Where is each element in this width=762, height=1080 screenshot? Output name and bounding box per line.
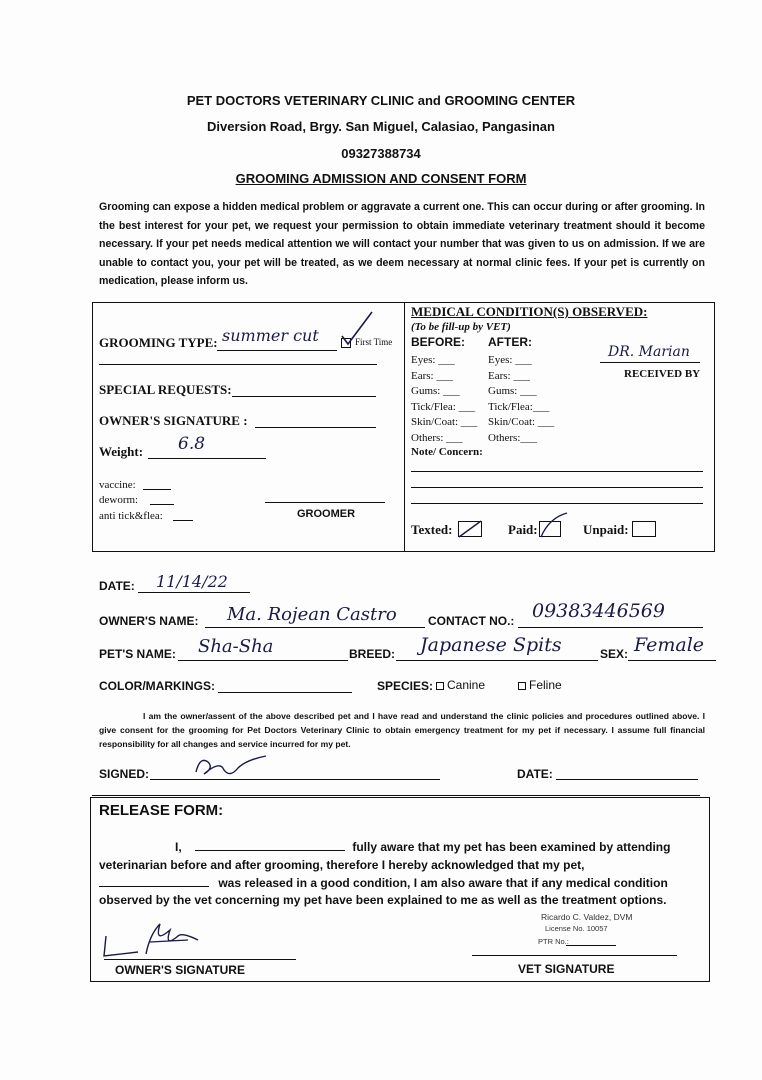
before-others[interactable]: Others: ___ bbox=[411, 431, 463, 444]
after-gums[interactable]: Gums: ___ bbox=[488, 385, 537, 397]
contact-label: CONTACT NO.: bbox=[428, 614, 515, 628]
owner-signature-label: OWNER'S SIGNATURE : bbox=[99, 413, 248, 428]
feline-label: Feline bbox=[529, 678, 562, 692]
consent-paragraph: I am the owner/assent of the above described pet and I have read and understand the clinic policies and procedures outlined above. I give consent for the grooming for Pet Doctors Veterinary Clinic to obtain emergency treatment for my pet if necessary. I assume full financial responsibility for all changes and service incurred for my pet. bbox=[99, 711, 705, 749]
deworm-line[interactable] bbox=[150, 504, 174, 505]
first-time-label: First Time bbox=[355, 337, 393, 347]
unpaid-label: Unpaid: bbox=[583, 522, 629, 537]
before-skin-coat[interactable]: Skin/Coat: ___ bbox=[411, 416, 478, 428]
signed-label: SIGNED: bbox=[99, 767, 150, 781]
weight-value[interactable]: 6.8 bbox=[178, 434, 206, 454]
breed-label: BREED: bbox=[349, 647, 396, 661]
first-time-check-icon bbox=[338, 310, 378, 346]
weight-label: Weight: bbox=[99, 444, 144, 459]
species-canine-option[interactable] bbox=[436, 678, 485, 692]
before-ears[interactable]: Ears: ___ bbox=[411, 369, 453, 382]
clinic-phone: 09327388734 bbox=[341, 146, 421, 161]
paid-check-icon bbox=[537, 510, 569, 540]
before-list bbox=[411, 353, 477, 446]
pet-name-label: PET'S NAME: bbox=[99, 647, 176, 661]
signed-date-line[interactable] bbox=[556, 779, 698, 780]
groomer-label: GROOMER bbox=[297, 508, 356, 520]
section-divider bbox=[92, 795, 700, 796]
vet-signature-label: VET SIGNATURE bbox=[518, 962, 615, 976]
note-line-2[interactable] bbox=[411, 487, 703, 488]
release-line-2: veterinarian before and after grooming, therefore I hereby acknowledged that my pet, bbox=[99, 858, 585, 872]
before-gums[interactable]: Gums: ___ bbox=[411, 385, 460, 397]
note-line-1[interactable] bbox=[411, 471, 703, 472]
release-line-3-text: was released in a good condition, I am also aware that if any medical condition bbox=[218, 876, 668, 890]
clinic-name: PET DOCTORS VETERINARY CLINIC and GROOMING CENTER bbox=[186, 93, 576, 108]
vet-stamp-license: License No. 10057 bbox=[545, 924, 608, 933]
breed-line bbox=[396, 660, 598, 661]
signed-date-label: DATE: bbox=[517, 767, 553, 781]
anti-tick-label: anti tick&flea: bbox=[99, 510, 163, 522]
sex-line bbox=[628, 660, 716, 661]
owner-name-label: OWNER'S NAME: bbox=[99, 614, 199, 628]
vaccine-label: vaccine: bbox=[99, 479, 136, 491]
sex-value[interactable]: Female bbox=[634, 634, 705, 656]
sex-label: SEX: bbox=[600, 647, 629, 661]
texted-check-icon bbox=[456, 518, 484, 540]
feline-checkbox[interactable] bbox=[518, 682, 526, 690]
received-by-label: RECEIVED BY bbox=[624, 368, 701, 380]
before-eyes[interactable]: Eyes: ___ bbox=[411, 354, 455, 366]
release-owner-signature bbox=[98, 916, 208, 964]
owner-name-line bbox=[205, 627, 425, 628]
date-label: DATE: bbox=[99, 579, 135, 593]
breed-value[interactable]: Japanese Spits bbox=[420, 634, 562, 656]
deworm-label: deworm: bbox=[99, 494, 139, 506]
vet-stamp-ptr: PTR No.: bbox=[538, 937, 569, 946]
canine-checkbox[interactable] bbox=[436, 682, 444, 690]
vaccine-line[interactable] bbox=[143, 489, 171, 490]
vet-stamp-ptr-line bbox=[566, 945, 616, 946]
release-line-1-text: fully aware that my pet has been examined by attending bbox=[352, 840, 671, 854]
vet-stamp-name: Ricardo C. Valdez, DVM bbox=[541, 912, 633, 922]
pet-name-line bbox=[178, 660, 348, 661]
clinic-address: Diversion Road, Brgy. San Miguel, Calasiao, Pangasinan bbox=[207, 119, 555, 134]
note-concern-label: Note/ Concern: bbox=[411, 446, 483, 458]
grooming-type-value[interactable]: summer cut bbox=[222, 326, 319, 345]
received-by-line bbox=[600, 362, 700, 363]
anti-tick-line[interactable] bbox=[173, 520, 193, 521]
before-label: BEFORE: bbox=[411, 335, 465, 349]
date-value[interactable]: 11/14/22 bbox=[156, 572, 228, 591]
groomer-line[interactable] bbox=[265, 502, 385, 503]
before-tick-flea[interactable]: Tick/Flea: ___ bbox=[411, 400, 476, 413]
date-line bbox=[138, 592, 250, 593]
grooming-type-line bbox=[217, 350, 337, 351]
grooming-extra-line bbox=[99, 364, 377, 365]
after-eyes[interactable]: Eyes: ___ bbox=[488, 354, 532, 366]
special-requests-line[interactable] bbox=[232, 396, 376, 397]
after-others[interactable]: Others:___ bbox=[488, 431, 537, 444]
medical-subtitle: (To be fill-up by VET) bbox=[411, 321, 511, 333]
unpaid-checkbox[interactable] bbox=[632, 521, 656, 537]
intro-paragraph: Grooming can expose a hidden medical problem or aggravate a current one. This can occur during or after grooming. In the best interest for your pet, we request your permission to obtain immediate veterinary treatment should it become necessary. If your pet needs medical attention we will contact your number that was given to us on admission. If we are unable to contact you, your pet will be treated, as we deem necessary at normal clinic fees. If your pet is currently on medication, please inform us. bbox=[99, 201, 705, 287]
owner-signature-line[interactable] bbox=[255, 427, 376, 428]
release-i-label: I, bbox=[175, 840, 182, 854]
after-tick-flea[interactable]: Tick/Flea:___ bbox=[488, 400, 550, 413]
release-line-4: observed by the vet concerning my pet have been explained to me as well as the treatment options. bbox=[99, 893, 667, 907]
release-line-1 bbox=[99, 838, 695, 857]
owner-signature-line-release[interactable] bbox=[104, 959, 296, 960]
pet-name-value[interactable]: Sha-Sha bbox=[198, 636, 274, 657]
owner-name-value[interactable]: Ma. Rojean Castro bbox=[227, 604, 397, 625]
release-name-blank[interactable] bbox=[195, 839, 345, 851]
received-by-value[interactable]: DR. Marian bbox=[608, 344, 690, 360]
after-skin-coat[interactable]: Skin/Coat: ___ bbox=[488, 416, 555, 428]
form-title: GROOMING ADMISSION AND CONSENT FORM bbox=[235, 171, 527, 186]
special-requests-label: SPECIAL REQUESTS: bbox=[99, 382, 232, 397]
release-pet-blank[interactable] bbox=[99, 875, 209, 887]
contact-line bbox=[518, 627, 703, 628]
texted-label: Texted: bbox=[411, 522, 453, 537]
vet-signature-line[interactable] bbox=[472, 955, 677, 956]
grooming-type-label: GROOMING TYPE: bbox=[99, 335, 218, 350]
species-label: SPECIES: bbox=[377, 679, 434, 693]
after-list bbox=[488, 353, 554, 446]
release-title: RELEASE FORM: bbox=[99, 802, 224, 819]
weight-line bbox=[148, 458, 266, 459]
box-divider bbox=[404, 302, 405, 552]
owner-signature-label-release: OWNER'S SIGNATURE bbox=[115, 963, 245, 977]
contact-value[interactable]: 09383446569 bbox=[532, 600, 665, 622]
species-feline-option[interactable] bbox=[518, 678, 562, 692]
note-line-3[interactable] bbox=[411, 503, 703, 504]
after-ears[interactable]: Ears: ___ bbox=[488, 369, 530, 382]
canine-label: Canine bbox=[447, 678, 486, 692]
after-label: AFTER: bbox=[488, 335, 532, 349]
color-markings-line[interactable] bbox=[218, 692, 352, 693]
color-markings-label: COLOR/MARKINGS: bbox=[99, 679, 215, 693]
paid-label: Paid: bbox=[508, 522, 538, 537]
owner-signature-scribble bbox=[190, 752, 270, 784]
medical-title: MEDICAL CONDITION(S) OBSERVED: bbox=[411, 304, 648, 319]
